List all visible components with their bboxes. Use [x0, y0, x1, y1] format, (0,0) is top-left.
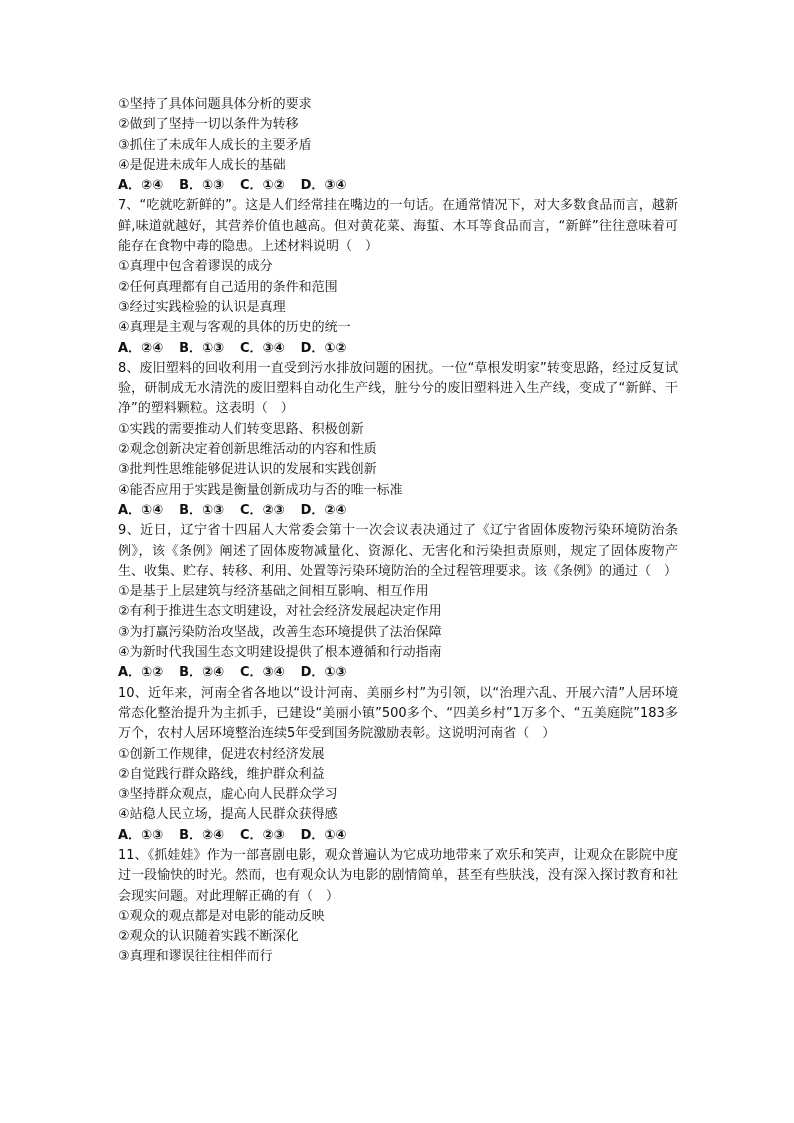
question-stem: 10、近年来，河南全省各地以“设计河南、美丽乡村”为引领，以“治理六乱、开展六清”人居环境常态化整治提升为主抓手，已建设“美丽小镇”500多个、“四美乡村”1万多个、“五美庭院”183多万个，农村人居环境整治连续5年受到国务院激励表彰。这说明河南省（ ） — [118, 685, 678, 742]
option-d: D．①④ — [300, 827, 347, 843]
answer-options — [118, 663, 678, 683]
statement: ①创新工作规律，促进农村经济发展 — [118, 746, 325, 762]
statement: ②观念创新决定着创新思维活动的内容和性质 — [118, 442, 377, 458]
question-stem: 8、废旧塑料的回收利用一直受到污水排放问题的困扰。一位“草根发明家”转变思路，经过反复试验，研制成无水清洗的废旧塑料自动化生产线，脏兮兮的废旧塑料进入生产线，变成了“新鲜、干净”的塑料颗粒。这表明（ ） — [118, 360, 678, 417]
answer-options — [118, 339, 678, 359]
answer-options — [118, 501, 678, 521]
option-c: C．②③ — [240, 502, 285, 518]
statement: ①是基于上层建筑与经济基础之间相互影响、相互作用 — [118, 584, 429, 600]
option-c: C．③④ — [240, 340, 285, 356]
statement: ①观众的观点都是对电影的能动反映 — [118, 908, 325, 924]
statement: ①真理中包含着谬误的成分 — [118, 259, 273, 275]
statement: ③坚持群众观点，虚心向人民群众学习 — [118, 787, 338, 803]
option-d: D．①③ — [300, 665, 347, 681]
statement: ②自觉践行群众路线，维护群众利益 — [118, 766, 325, 782]
question-11 — [118, 846, 678, 968]
option-b: B．②④ — [179, 827, 225, 843]
option-a: A．②④ — [118, 178, 164, 194]
page-content — [118, 95, 678, 968]
option-a: A．①④ — [118, 502, 164, 518]
statement: ③经过实践检验的认识是真理 — [118, 299, 286, 315]
statement: ③抓住了未成年人成长的主要矛盾 — [118, 137, 312, 153]
option-d: D．③④ — [300, 178, 347, 194]
option-d: D．①② — [300, 340, 347, 356]
continued-question — [118, 95, 678, 196]
statement: ②有利于推进生态文明建设，对社会经济发展起决定作用 — [118, 604, 442, 620]
statement: ②任何真理都有自己适用的条件和范围 — [118, 279, 338, 295]
answer-options — [118, 826, 678, 846]
statement: ③真理和谬误往往相伴而行 — [118, 949, 273, 965]
option-a: A．②④ — [118, 340, 164, 356]
statement: ①坚持了具体问题具体分析的要求 — [118, 97, 312, 112]
question-stem: 9、近日，辽宁省十四届人大常委会第十一次会议表决通过了《辽宁省固体废物污染环境防治条例》，该《条例》阐述了固体废物减量化、资源化、无害化和污染担责原则，规定了固体废物产生、收集、贮存、转移、利用、处置等污染环境防治的全过程管理要求。该《条例》的通过（ ） — [118, 523, 678, 579]
option-b: B．②④ — [179, 665, 225, 681]
option-a: A．①② — [118, 665, 164, 681]
question-8 — [118, 359, 678, 521]
statement: ②观众的认识随着实践不断深化 — [118, 929, 299, 945]
statement: ④为新时代我国生态文明建设提供了根本遵循和行动指南 — [118, 645, 442, 661]
question-stem: 11、《抓娃娃》作为一部喜剧电影，观众普遍认为它成功地带来了欢乐和笑声，让观众在影院中度过一段愉快的时光。然而，也有观众认为电影的剧情简单，甚至有些肤浅，没有深入探讨教育和社会现实问题。对此理解正确的有（ ） — [118, 847, 678, 904]
option-c: C．①② — [240, 178, 285, 194]
option-a: A．①③ — [118, 827, 164, 843]
statement: ③批判性思维能够促进认识的发展和实践创新 — [118, 462, 377, 478]
option-b: B．①③ — [179, 178, 225, 194]
question-10 — [118, 684, 678, 846]
option-c: C．③④ — [240, 665, 285, 681]
statement: ③为打赢污染防治攻坚战，改善生态环境提供了法治保障 — [118, 624, 442, 640]
option-c: C．②③ — [240, 827, 285, 843]
question-7 — [118, 196, 678, 358]
statement: ④真理是主观与客观的具体的历史的统一 — [118, 320, 351, 336]
option-d: D．②④ — [300, 502, 347, 518]
statement: ①实践的需要推动人们转变思路、积极创新 — [118, 421, 364, 437]
statement: ④是促进未成年人成长的基础 — [118, 157, 286, 173]
statement: ②做到了坚持一切以条件为转移 — [118, 117, 299, 133]
option-b: B．①③ — [179, 502, 225, 518]
answer-options — [118, 176, 678, 196]
statement: ④站稳人民立场，提高人民群众获得感 — [118, 807, 338, 823]
statement: ④能否应用于实践是衡量创新成功与否的唯一标准 — [118, 482, 403, 498]
option-b: B．①③ — [179, 340, 225, 356]
question-9 — [118, 521, 678, 683]
question-stem: 7、“吃就吃新鲜的”。这是人们经常挂在嘴边的一句话。在通常情况下，对大多数食品而言，越新鲜,味道就越好，其营养价值也越高。但对黄花菜、海蜇、木耳等食品而言，“新鲜”往往意味着可能存在食物中毒的隐患。上述材料说明（ ） — [118, 198, 678, 255]
